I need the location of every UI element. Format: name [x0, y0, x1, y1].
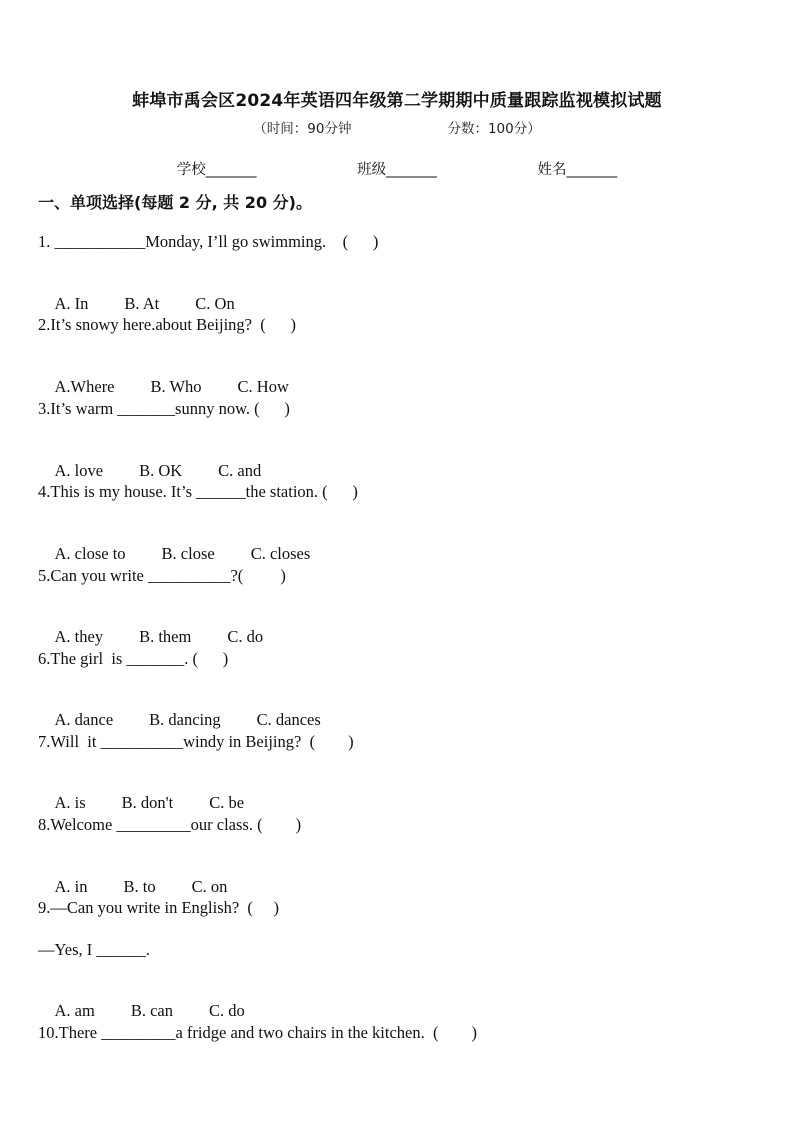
- option: B. can: [130, 1001, 173, 1020]
- question-9-reply: —Yes, I ______.: [38, 940, 151, 959]
- option: C. on: [191, 877, 228, 896]
- question-10: 10.There _________a fridge and two chairs in the kitchen. ( ): [38, 1023, 477, 1042]
- option: C. and: [218, 461, 262, 480]
- option: B. OK: [139, 461, 183, 480]
- question-7: 7.Will it __________windy in Beijing? ( ): [38, 732, 354, 751]
- option: B. to: [123, 877, 156, 896]
- option: A. love: [54, 461, 104, 480]
- option: C. dances: [256, 710, 321, 729]
- total-score: 分数：100分）: [447, 121, 541, 137]
- section-title: 一、单项选择(每题 2 分, 共 20 分)。: [38, 193, 312, 212]
- student-info: [0, 158, 794, 179]
- question-1: 1. ___________Monday, I’ll go swimming. ( ): [38, 232, 379, 251]
- question-2: 2.It’s snowy here.about Beijing? ( ): [38, 315, 296, 334]
- option: B. Who: [150, 377, 202, 396]
- option: B. At: [124, 294, 160, 313]
- exam-title: 蚌埠市禹会区2024年英语四年级第二学期期中质量跟踪监视模拟试题: [132, 91, 662, 111]
- option: B. don't: [121, 793, 174, 812]
- name-field: 姓名_______: [537, 162, 618, 178]
- option: A. is: [54, 793, 86, 812]
- option: A. they: [54, 627, 104, 646]
- option: C. do: [227, 627, 264, 646]
- question-5: 5.Can you write __________?( ): [38, 566, 286, 585]
- option: C. On: [195, 294, 235, 313]
- option: A. am: [54, 1001, 95, 1020]
- question-4: 4.This is my house. It’s ______the station. ( ): [38, 482, 358, 501]
- option: B. close: [161, 544, 215, 563]
- option: B. dancing: [149, 710, 221, 729]
- option: C. do: [208, 1001, 245, 1020]
- option: C. How: [237, 377, 289, 396]
- option: A. in: [54, 877, 88, 896]
- option: A. In: [54, 294, 89, 313]
- option: A.Where: [54, 377, 115, 396]
- class-field: 班级_______: [357, 162, 437, 178]
- question-6: 6.The girl is _______. ( ): [38, 649, 229, 668]
- exam-subtitle: [0, 117, 794, 137]
- option: A. close to: [54, 544, 126, 563]
- question-8: 8.Welcome _________our class. ( ): [38, 815, 302, 834]
- school-field: 学校_______: [176, 162, 257, 178]
- option: C. closes: [250, 544, 311, 563]
- question-3: 3.It’s warm _______sunny now. ( ): [38, 399, 290, 418]
- time-limit: （时间：90分钟: [253, 121, 352, 137]
- question-9: 9.—Can you write in English? ( ): [38, 898, 280, 917]
- option: C. be: [209, 793, 245, 812]
- option: B. them: [139, 627, 192, 646]
- option: A. dance: [54, 710, 114, 729]
